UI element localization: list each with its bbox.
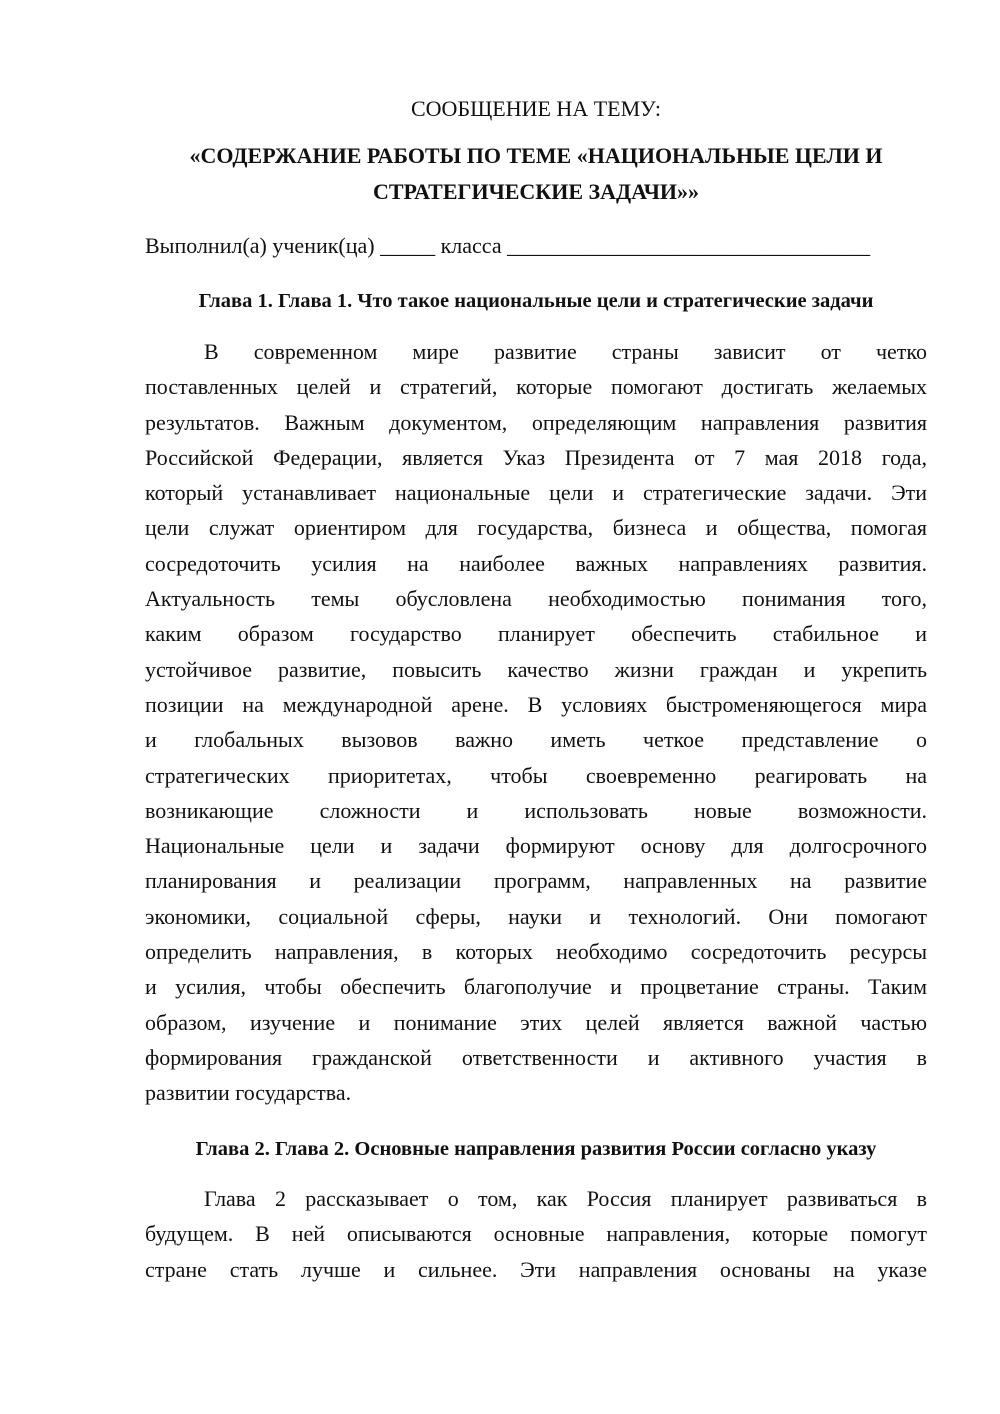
paragraph-line: стране стать лучше и сильнее. Эти направления основаны на указе	[145, 1256, 927, 1282]
document-title-line-2: СТРАТЕГИЧЕСКИЕ ЗАДАЧИ»»	[373, 179, 699, 204]
document-title-line-1: «СОДЕРЖАНИЕ РАБОТЫ ПО ТЕМЕ «НАЦИОНАЛЬНЫЕ ЦЕЛИ И	[189, 143, 883, 168]
document-page	[145, 0, 927, 1414]
paragraph-line: возникающие сложности и использовать новые возможности.	[145, 797, 927, 823]
author-line: Выполнил(а) ученик(ца) _____ класса _________________________________	[145, 233, 871, 258]
paragraph-line: который устанавливает национальные цели и стратегические задачи. Эти	[145, 480, 927, 506]
paragraph-line: образом, изучение и понимание этих целей является важной частью	[145, 1009, 927, 1035]
chapter-1-heading: Глава 1. Глава 1. Что такое национальные цели и стратегические задачи	[198, 290, 874, 312]
chapter-2-heading: Глава 2. Глава 2. Основные направления развития России согласно указу	[195, 1138, 877, 1160]
paragraph-line: сосредоточить усилия на наиболее важных направлениях развития.	[145, 550, 927, 576]
paragraph-line: позиции на международной арене. В условиях быстроменяющегося мира	[145, 691, 927, 717]
document-subtitle: СООБЩЕНИЕ НА ТЕМУ:	[411, 96, 661, 121]
paragraph-line: Российской Федерации, является Указ Президента от 7 мая 2018 года,	[145, 444, 927, 470]
paragraph-line: развитии государства.	[145, 1080, 352, 1106]
paragraph-line: планирования и реализации программ, направленных на развитие	[145, 868, 927, 894]
chapter-2-paragraph	[145, 1181, 927, 1287]
paragraph-line: устойчивое развитие, повысить качество жизни граждан и укрепить	[145, 656, 927, 682]
paragraph-line: Актуальность темы обусловлена необходимостью понимания того,	[145, 586, 927, 612]
paragraph-line: В современном мире развитие страны зависит от четко	[204, 339, 927, 364]
paragraph-line: результатов. Важным документом, определяющим направления развития	[145, 409, 927, 435]
paragraph-line: поставленных целей и стратегий, которые помогают достигать желаемых	[145, 374, 927, 400]
chapter-1-paragraph	[145, 334, 927, 1111]
paragraph-line: и глобальных вызовов важно иметь четкое представление о	[145, 727, 927, 753]
paragraph-line: Национальные цели и задачи формируют основу для долгосрочного	[145, 833, 927, 859]
paragraph-line: Глава 2 рассказывает о том, как Россия планирует развиваться в	[204, 1186, 927, 1211]
paragraph-line: будущем. В ней описываются основные направления, которые помогут	[145, 1221, 927, 1247]
paragraph-line: и усилия, чтобы обеспечить благополучие и процветание страны. Таким	[145, 974, 927, 1000]
paragraph-line: каким образом государство планирует обеспечить стабильное и	[145, 621, 927, 647]
paragraph-line: формирования гражданской ответственности и активного участия в	[145, 1044, 927, 1070]
paragraph-line: экономики, социальной сферы, науки и технологий. Они помогают	[145, 903, 927, 929]
paragraph-line: стратегических приоритетах, чтобы своевременно реагировать на	[145, 762, 927, 788]
paragraph-line: определить направления, в которых необходимо сосредоточить ресурсы	[145, 939, 927, 965]
paragraph-line: цели служат ориентиром для государства, бизнеса и общества, помогая	[145, 515, 927, 541]
